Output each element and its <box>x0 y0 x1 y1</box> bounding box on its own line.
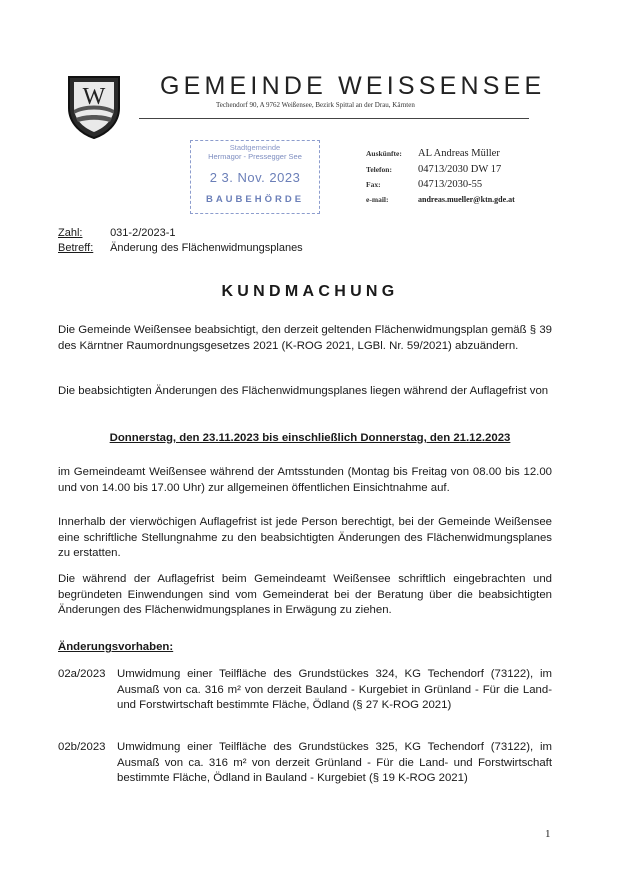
document-heading: KUNDMACHUNG <box>221 283 399 300</box>
contact-label: Fax: <box>366 180 381 189</box>
zahl-value: 031-2/2023-1 <box>110 227 176 239</box>
reference-number <box>58 227 176 239</box>
contact-email: andreas.mueller@ktn.gde.at <box>418 194 515 204</box>
receipt-stamp <box>190 140 320 214</box>
municipal-crest <box>66 74 122 140</box>
list-item <box>58 740 552 787</box>
item-description: Umwidmung einer Teilfläche des Grundstückes 324, KG Techendorf (73122), im Ausmaß von ca. 316 m² von derzeit Bauland - Kurgebiet in Grünland - Für die Land- und Forstwirtschaft bestimmte Fläche, Ödland (§ 27 K-ROG 2021) <box>117 668 552 712</box>
section-title: Änderungsvorhaben: <box>58 641 174 653</box>
stamp-department: BAUBEHÖRDE <box>205 194 305 205</box>
paragraph-einwendungen: Die während der Auflagefrist beim Gemeindeamt Weißensee schriftlich eingebrachten und begründeten Einwendungen sind vom Gemeinderat bei der Beratung über die beabsichtigten Änderungen des Flächenwidmungsplanes in Erwägung zu ziehen. <box>58 573 552 617</box>
paragraph-amtsstunden: im Gemeindeamt Weißensee während der Amtsstunden (Montag bis Freitag von 08.00 bis 12.00 und von 14.00 bis 17.00 Uhr) zur allgemeinen öffentlichen Einsichtnahme auf. <box>58 466 552 494</box>
item-code: 02b/2023 <box>58 741 106 753</box>
contact-row <box>366 148 515 164</box>
betreff-label: Betreff: <box>58 242 94 254</box>
contact-value: 04713/2030-55 <box>418 179 483 190</box>
contact-label: Telefon: <box>366 164 392 174</box>
contact-label: e-mail: <box>366 194 389 204</box>
municipality-address: Techendorf 90, A 9762 Weißensee, Bezirk Spittal an der Drau, Kärnten <box>216 101 415 109</box>
contact-value: 04713/2030 DW 17 <box>418 163 502 175</box>
paragraph-intro: Die Gemeinde Weißensee beabsichtigt, den derzeit geltenden Flächenwidmungsplan gemäß § 39 des Kärntner Raumordnungsgesetzes 2021 (K-ROG 2021, LGBl. Nr. 59/2021) abzuändern. <box>58 324 552 352</box>
zahl-label: Zahl: <box>58 227 83 239</box>
contact-row <box>366 195 515 211</box>
municipality-title: GEMEINDE WEISSENSEE <box>160 72 546 100</box>
stamp-date: 2 3. Nov. 2023 <box>209 170 301 185</box>
crest-letter: W <box>82 84 106 110</box>
stamp-line-2: Hermagor - Pressegger See <box>208 152 302 161</box>
contact-row <box>366 164 515 180</box>
contact-label: Auskünfte: <box>366 149 402 158</box>
contact-block <box>366 148 515 210</box>
subject-line <box>58 242 303 254</box>
item-code: 02a/2023 <box>58 668 106 680</box>
contact-value: AL Andreas Müller <box>418 148 500 159</box>
item-description: Umwidmung einer Teilfläche des Grundstückes 325, KG Techendorf (73122), im Ausmaß von ca. 316 m² von derzeit Grünland - Für die Land- und Forstwirtschaft bestimmte Fläche, Ödland in Bauland - Kurgebiet (§ 19 K-ROG 2021) <box>117 741 552 785</box>
paragraph-auflage: Die beabsichtigten Änderungen des Flächenwidmungsplanes liegen während der Auflagefrist von <box>58 385 549 397</box>
header-divider <box>139 118 529 119</box>
list-item <box>58 667 552 714</box>
auflage-date-range: Donnerstag, den 23.11.2023 bis einschließlich Donnerstag, den 21.12.2023 <box>109 432 511 444</box>
betreff-value: Änderung des Flächenwidmungsplanes <box>110 242 303 254</box>
paragraph-stellungnahme: Innerhalb der vierwöchigen Auflagefrist ist jede Person berechtigt, bei der Gemeinde Weißensee eine schriftliche Stellungnahme zu den beabsichtigten Änderungen des Flächenwidmungsplanes zu erstatten. <box>58 516 552 560</box>
contact-row <box>366 179 515 195</box>
page-number: 1 <box>545 828 551 840</box>
stamp-line-1: Stadtgemeinde <box>229 143 281 152</box>
